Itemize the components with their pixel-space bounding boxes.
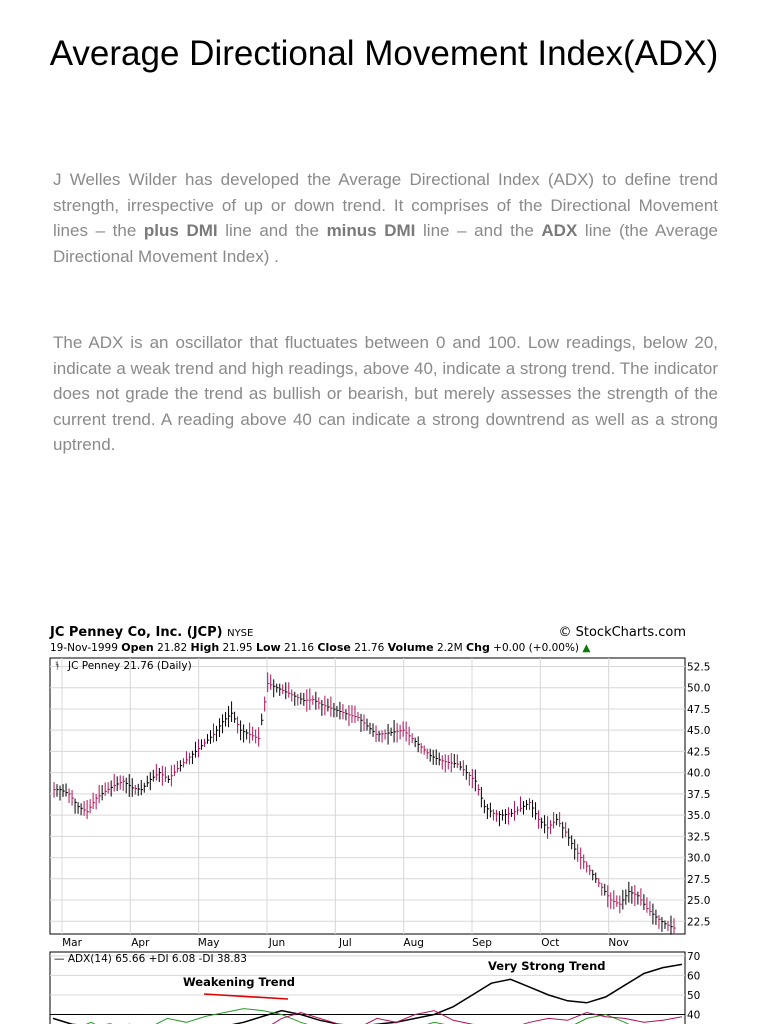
company-name: JC Penney Co, Inc. (JCP) <box>50 625 223 640</box>
chg-value: +0.00 (+0.00%) <box>493 642 580 654</box>
adx-y-tick-label: 60 <box>687 970 701 983</box>
price-y-tick-label: 40.0 <box>687 767 711 780</box>
close-value: 21.76 <box>354 642 385 654</box>
low-value: 21.16 <box>284 642 315 654</box>
price-legend-icon: ᚬ <box>54 660 61 672</box>
low-label: Low <box>255 641 281 654</box>
price-y-tick-label: 45.0 <box>687 725 711 738</box>
open-value: 21.82 <box>157 642 188 654</box>
month-tick-label: Jun <box>268 937 286 949</box>
chg-label: Chg <box>466 641 490 654</box>
up-arrow-icon: ▲ <box>582 642 591 654</box>
annotation-weakening-trend: Weakening Trend <box>183 975 295 989</box>
p1-text-2: line and the <box>217 221 327 240</box>
p1-bold-adx: ADX <box>541 221 578 240</box>
price-y-tick-label: 47.5 <box>687 703 711 716</box>
slide-title: Average Directional Movement Index(ADX) <box>49 34 719 73</box>
adx-y-tick-label: 70 <box>687 950 701 963</box>
paragraph-definition <box>53 167 718 269</box>
p1-bold-minus-dmi: minus DMI <box>326 221 416 240</box>
chart-canvas <box>48 624 711 1024</box>
p1-text-1: J Welles Wilder has developed the Average Directional Index (ADX) to define trend strength, irrespective of up or down trend. It comprises of the Directional Movement lines – the <box>53 170 718 240</box>
price-legend-label: JC Penney 21.76 (Daily) <box>68 660 192 672</box>
price-y-tick-label: 50.0 <box>687 682 711 695</box>
price-panel-frame <box>50 658 685 934</box>
stockcharts-brand: © StockCharts.com <box>558 625 686 640</box>
adx-y-tick-label: 40 <box>687 1009 701 1022</box>
close-label: Close <box>317 641 351 654</box>
exchange-label: NYSE <box>227 628 254 639</box>
price-y-tick-label: 22.5 <box>687 916 711 929</box>
price-y-tick-label: 27.5 <box>687 873 711 886</box>
month-tick-label: Oct <box>541 937 560 949</box>
month-tick-label: Jul <box>338 937 352 949</box>
month-tick-label: May <box>197 937 220 949</box>
price-y-tick-label: 37.5 <box>687 788 711 801</box>
month-tick-label: Mar <box>62 937 82 949</box>
high-value: 21.95 <box>222 642 253 654</box>
stock-chart <box>48 624 711 1024</box>
volume-label: Volume <box>387 641 434 654</box>
price-y-tick-label: 42.5 <box>687 746 711 759</box>
p1-bold-plus-dmi: plus DMI <box>143 221 218 240</box>
annotation-very-strong-trend: Very Strong Trend <box>488 959 606 973</box>
high-label: High <box>190 641 220 654</box>
price-y-tick-label: 52.5 <box>687 661 711 674</box>
p1-text-4: line (the Average Directional Movement Index) . <box>53 221 718 266</box>
p1-text-3: line – and the <box>415 221 542 240</box>
price-y-tick-label: 35.0 <box>687 810 711 823</box>
adx-legend-label: — ADX(14) 65.66 +DI 6.08 -DI 38.83 <box>54 953 247 965</box>
volume-value: 2.2M <box>436 642 463 654</box>
adx-y-tick-label: 50 <box>687 989 701 1002</box>
open-label: Open <box>121 641 154 654</box>
month-tick-label: Apr <box>131 937 150 949</box>
quote-date: 19-Nov-1999 <box>50 642 118 654</box>
month-tick-label: Sep <box>472 937 492 949</box>
price-y-tick-label: 32.5 <box>687 831 711 844</box>
price-y-tick-label: 30.0 <box>687 852 711 865</box>
price-y-tick-label: 25.0 <box>687 895 711 908</box>
month-tick-label: Aug <box>403 937 424 949</box>
paragraph-oscillator: The ADX is an oscillator that fluctuates between 0 and 100. Low readings, below 20, indicate a weak trend and high readings, above 40, indicate a strong trend. The indicator does not grade the trend as bullish or bearish, but merely assesses the strength of the current trend. A reading above 40 can indicate a strong downtrend as well as a strong uptrend. <box>53 333 719 454</box>
month-tick-label: Nov <box>608 937 629 949</box>
